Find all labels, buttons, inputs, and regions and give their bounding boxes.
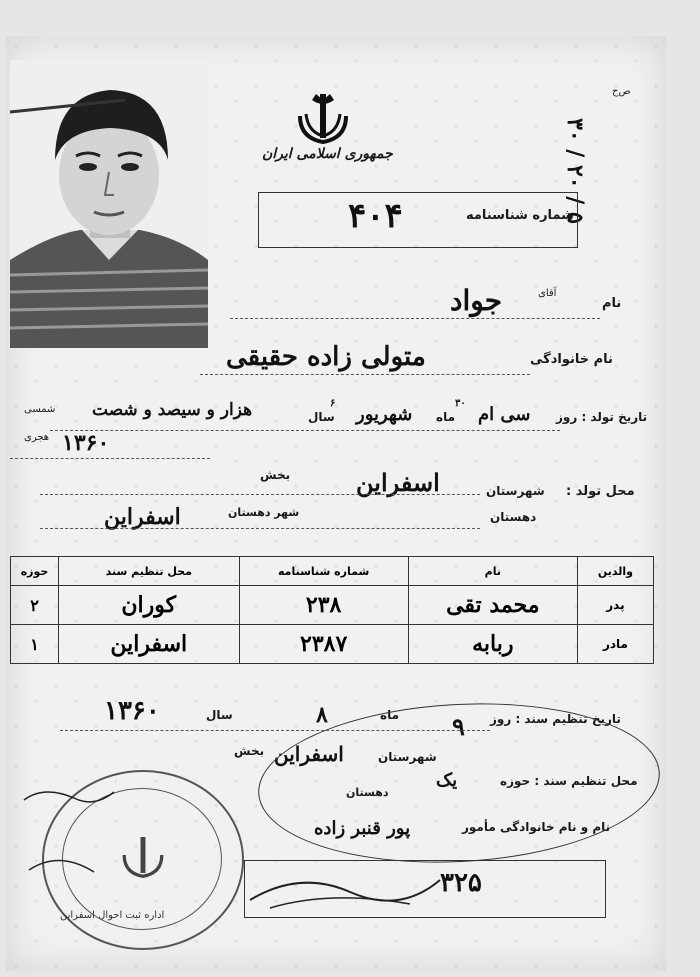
officer-label: نام و نام خانوادگی مأمور	[462, 820, 611, 834]
header-parents: والدین	[577, 557, 653, 586]
birth-day-value: سی ام	[478, 404, 531, 425]
mother-place: اسفراین	[59, 625, 239, 664]
serial-number: ۳۰ / ۲۰ / ۵	[562, 118, 588, 224]
issue-month-value: ۸	[316, 702, 328, 728]
portrait-photo	[10, 60, 208, 348]
header-name: نام	[408, 557, 577, 586]
father-place: کوران	[59, 586, 239, 625]
birth-date-label: تاریخ تولد : روز	[556, 410, 648, 424]
family-value: متولی زاده حقیقی	[226, 342, 426, 372]
birth-city-value: اسفراین	[356, 468, 440, 497]
birth-month-value: شهریور	[356, 404, 413, 425]
father-id: ۲۳۸	[239, 586, 408, 625]
issue-year-label: سال	[206, 708, 233, 722]
issue-village-label: دهستان	[346, 786, 389, 799]
birth-year-digits-underline	[10, 458, 210, 459]
name-title: آقای	[538, 288, 557, 299]
birth-district-label: بخش	[260, 468, 291, 482]
family-underline	[200, 374, 530, 375]
mother-role: مادر	[577, 625, 653, 664]
birth-year-superscript: ۶	[330, 398, 336, 409]
id-number-value: ۴۰۴	[348, 196, 403, 236]
officer-name: پور قنبر زاده	[314, 818, 411, 839]
lunar-label: هجری	[24, 432, 50, 443]
issue-day-value: ۹	[452, 712, 465, 741]
birth-day-number: ۳۰	[455, 398, 466, 409]
issue-district-label: بخش	[234, 744, 265, 758]
solar-label: شمسی	[24, 404, 56, 415]
seal-text: اداره ثبت احوال اسفراین	[60, 910, 165, 921]
officer-signature	[240, 860, 450, 920]
birth-city-underline	[40, 494, 480, 495]
birth-year-label: سال	[308, 410, 335, 424]
father-role: پدر	[577, 586, 653, 625]
table-row	[11, 625, 654, 664]
birth-town-underline	[40, 528, 480, 529]
mother-zone: ۱	[11, 625, 59, 664]
father-zone: ۲	[11, 586, 59, 625]
birth-town-value: اسفراین	[104, 504, 181, 530]
name-underline	[230, 318, 600, 319]
name-label: نام	[602, 296, 622, 311]
birth-city-label: شهرستان	[486, 484, 545, 498]
birth-place-label: محل تولد :	[566, 484, 635, 499]
birth-town-label: شهر دهستان	[228, 506, 300, 519]
father-name: محمد تقی	[408, 586, 577, 625]
table-row	[11, 586, 654, 625]
country-heading: جمهوری اسلامی ایران	[262, 146, 393, 162]
parents-table-header	[11, 557, 654, 586]
issue-year-value: ۱۳۶۰	[104, 696, 160, 726]
header-place: محل تنظیم سند	[59, 557, 239, 586]
parents-table	[10, 556, 654, 664]
emblem-of-iran-icon	[290, 86, 356, 146]
issue-month-label: ماه	[380, 708, 400, 722]
mother-id: ۲۳۸۷	[239, 625, 408, 664]
family-label: نام خانوادگی	[530, 352, 613, 367]
mother-name: ربابه	[408, 625, 577, 664]
header-zone: حوزه	[11, 557, 59, 586]
serial-letters: ص‌ح	[612, 86, 631, 97]
issue-city-label: شهرستان	[378, 750, 437, 764]
header-id: شماره شناسنامه	[239, 557, 408, 586]
birth-month-label: ماه	[436, 410, 456, 424]
birth-year-digits: ۱۳۶۰	[62, 430, 110, 456]
name-value: جواد	[450, 284, 503, 317]
birth-date-underline	[50, 430, 560, 431]
registry-code-value: ۳۲۵	[440, 868, 482, 898]
issue-zone-value: یک	[436, 770, 458, 791]
id-number-label: شماره شناسنامه	[466, 208, 574, 223]
stamp-signature	[14, 780, 134, 890]
issue-date-label: تاریخ تنظیم سند : روز	[490, 712, 621, 726]
issue-place-label: محل تنظیم سند : حوزه	[500, 774, 638, 788]
issue-city-value: اسفراین	[274, 742, 344, 766]
birth-year-words: هزار و سیصد و شصت	[92, 400, 253, 420]
birth-village-label: دهستان	[490, 510, 537, 524]
